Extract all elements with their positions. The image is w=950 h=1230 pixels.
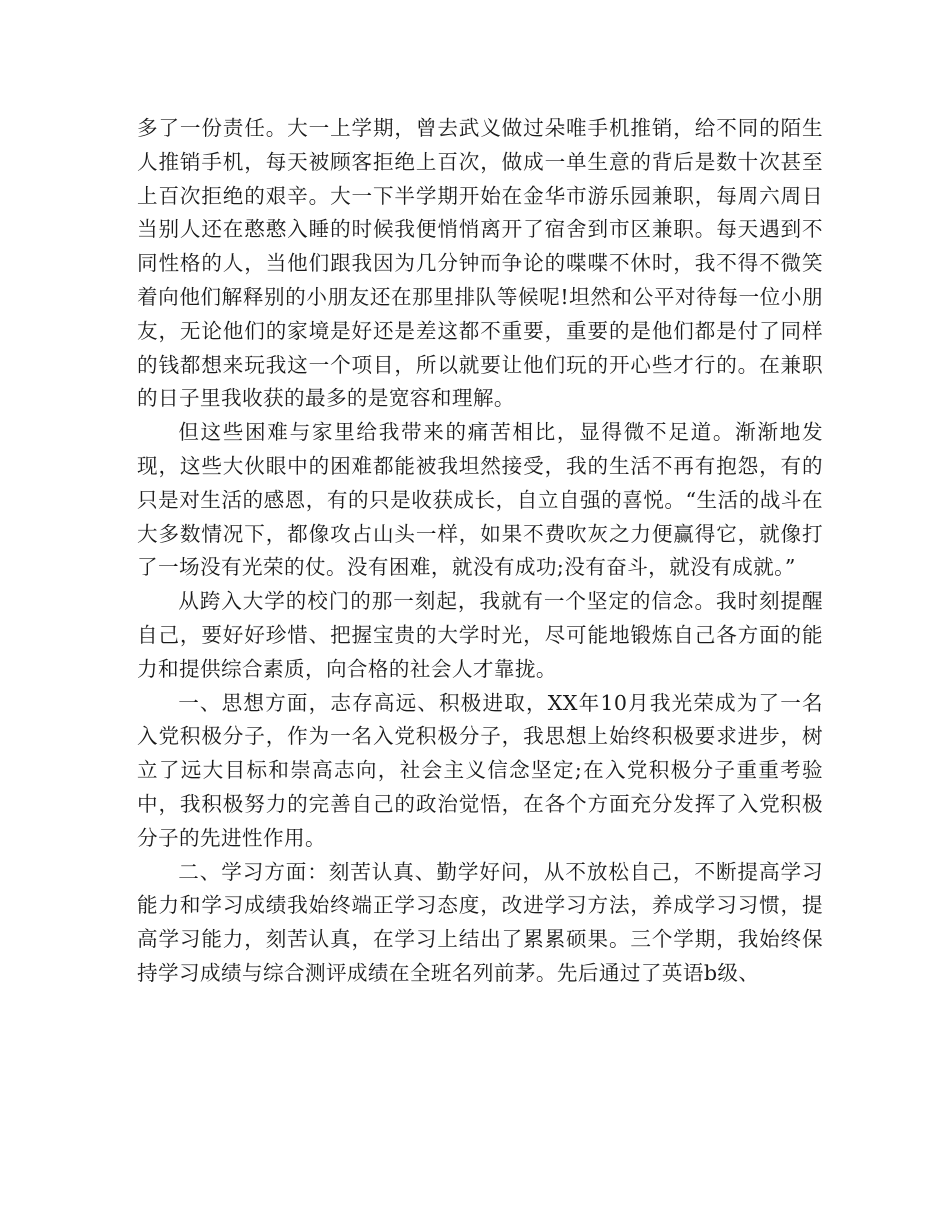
paragraph-belief: 从跨入大学的校门的那一刻起，我就有一个坚定的信念。我时刻提醒自己，要好好珍惜、把握宝贵的大学时光，尽可能地锻炼自己各方面的能力和提供综合素质，向合格的社会人才靠拢。	[137, 589, 823, 681]
paragraph-continuation: 多了一份责任。大一上学期，曾去武义做过朵唯手机推销，给不同的陌生人推销手机，每天被顾客拒绝上百次，做成一单生意的背后是数十次甚至上百次拒绝的艰辛。大一下半学期开始在金华市游乐园兼职，每周六周日当别人还在憨憨入睡的时候我便悄悄离开了宿舍到市区兼职。每天遇到不同性格的人，当他们跟我因为几分钟而争论的喋喋不休时，我不得不微笑着向他们解释别的小朋友还在那里排队等候呢!坦然和公平对待每一位小朋友，无论他们的家境是好还是差这都不重要，重要的是他们都是付了同样的钱都想来玩我这一个项目，所以就要让他们玩的开心些才行的。在兼职的日子里我收获的最多的是宽容和理解。	[137, 116, 823, 411]
document-body	[137, 112, 823, 991]
paragraph-study: 二、学习方面：刻苦认真、勤学好问，从不放松自己，不断提高学习能力和学习成绩我始终端正学习态度，改进学习方法，养成学习习惯，提高学习能力，刻苦认真，在学习上结出了累累硕果。三个学期，我始终保持学习成绩与综合测评成绩在全班名列前茅。先后通过了英语b级、	[137, 859, 823, 985]
paragraph-ideology: 一、思想方面，志存高远、积极进取，XX年10月我光荣成为了一名入党积极分子，作为一名入党积极分子，我思想上始终积极要求进步，树立了远大目标和崇高志向，社会主义信念坚定;在入党积极分子重重考验中，我积极努力的完善自己的政治觉悟，在各个方面充分发挥了入党积极分子的先进性作用。	[137, 690, 823, 850]
paragraph-difficulties: 但这些困难与家里给我带来的痛苦相比，显得微不足道。渐渐地发现，这些大伙眼中的困难都能被我坦然接受，我的生活不再有抱怨，有的只是对生活的感恩，有的只是收获成长，自立自强的喜悦。“生活的战斗在大多数情况下，都像攻占山头一样，如果不费吹灰之力便赢得它，就像打了一场没有光荣的仗。没有困难，就没有成功;没有奋斗，就没有成就。”	[137, 420, 823, 580]
